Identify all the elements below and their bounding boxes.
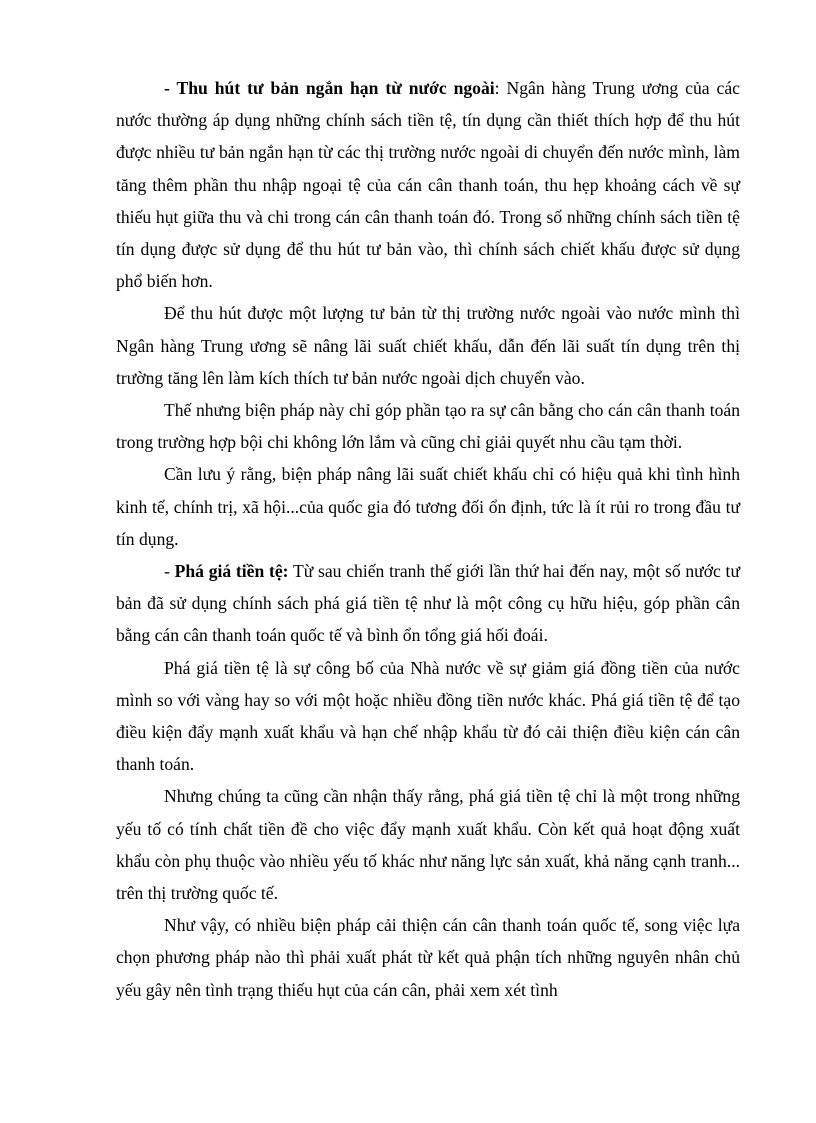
- paragraph-text: Từ sau chiến tranh thế giới lần thứ hai đến nay, một số nước tư bản đã sử dụng chính sách phá giá tiền tệ như là một công cụ hữu hiệu, góp phần cân bằng cán cân thanh toán quốc tế và bình ổn tổng giá hối đoái.: [116, 561, 740, 646]
- paragraph-text: Để thu hút được một lượng tư bản từ thị trường nước ngoài vào nước mình thì Ngân hàng Trung ương sẽ nâng lãi suất chiết khấu, dẫn đến lãi suất tín dụng trên thị trường tăng lên làm kích thích tư bản nước ngoài dịch chuyển vào.: [116, 303, 740, 388]
- paragraph-text: Ngân hàng Trung ương của các nước thường áp dụng những chính sách tiền tệ, tín dụng cần thiết thích hợp để thu hút được nhiều tư bản ngắn hạn từ các thị trường nước ngoài di chuyển đến nước mình, làm tăng thêm phần thu nhập ngoại tệ của cán cân thanh toán, thu hẹp khoảng cách về sự thiếu hụt giữa thu và chi trong cán cân thanh toán đó. Trong số những chính sách tiền tệ tín dụng được sử dụng để thu hút tư bản vào, thì chính sách chiết khấu được sử dụng phổ biến hơn.: [116, 78, 740, 292]
- paragraph-stability-note: [116, 458, 740, 555]
- paragraph-heading: Phá giá tiền tệ:: [174, 561, 289, 582]
- paragraph-text: Phá giá tiền tệ là sự công bố của Nhà nước về sự giảm giá đồng tiền của nước mình so với vàng hay so với một hoặc nhiều đồng tiền nước khác. Phá giá tiền tệ để tạo điều kiện đẩy mạnh xuất khẩu và hạn chế nhập khẩu từ đó cải thiện điều kiện cán cân thanh toán.: [116, 657, 740, 775]
- paragraph-separator: :: [494, 78, 507, 98]
- paragraph-text: Như vậy, có nhiều biện pháp cải thiện cán cân thanh toán quốc tế, song việc lựa chọn phương pháp nào thì phải xuất phát từ kết quả phận tích những nguyên nhân chủ yếu gây nên tình trạng thiếu hụt của cán cân, phải xem xét tình: [116, 915, 740, 1000]
- paragraph-discount-rate: [116, 297, 740, 394]
- paragraph-export-factors: [116, 780, 740, 909]
- paragraph-text: Cần lưu ý rằng, biện pháp nâng lãi suất chiết khấu chỉ có hiệu quả khi tình hình kinh tế, chính trị, xã hội...của quốc gia đó tương đối ổn định, tức là ít rủi ro trong đầu tư tín dụng.: [116, 464, 740, 549]
- paragraph-short-term-capital: [116, 72, 740, 297]
- paragraph-conclusion: [116, 909, 740, 1006]
- paragraph-text: Nhưng chúng ta cũng cần nhận thấy rằng, phá giá tiền tệ chỉ là một trong những yếu tố có tính chất tiền đề cho việc đẩy mạnh xuất khẩu. Còn kết quả hoạt động xuất khẩu còn phụ thuộc vào nhiều yếu tố khác như năng lực sản xuất, khả năng cạnh tranh... trên thị trường quốc tế.: [116, 786, 740, 904]
- paragraph-temporary-measure: [116, 394, 740, 458]
- paragraph-text: Thế nhưng biện pháp này chỉ góp phần tạo ra sự cân bằng cho cán cân thanh toán trong trường hợp bội chi không lớn lắm và cũng chỉ giải quyết nhu cầu tạm thời.: [116, 400, 740, 453]
- paragraph-devaluation: [116, 555, 740, 652]
- paragraph-prefix: -: [164, 561, 175, 582]
- paragraph-heading: - Thu hút tư bản ngắn hạn từ nước ngoài: [164, 78, 495, 98]
- paragraph-devaluation-definition: [116, 652, 740, 781]
- document-page: [116, 72, 740, 1006]
